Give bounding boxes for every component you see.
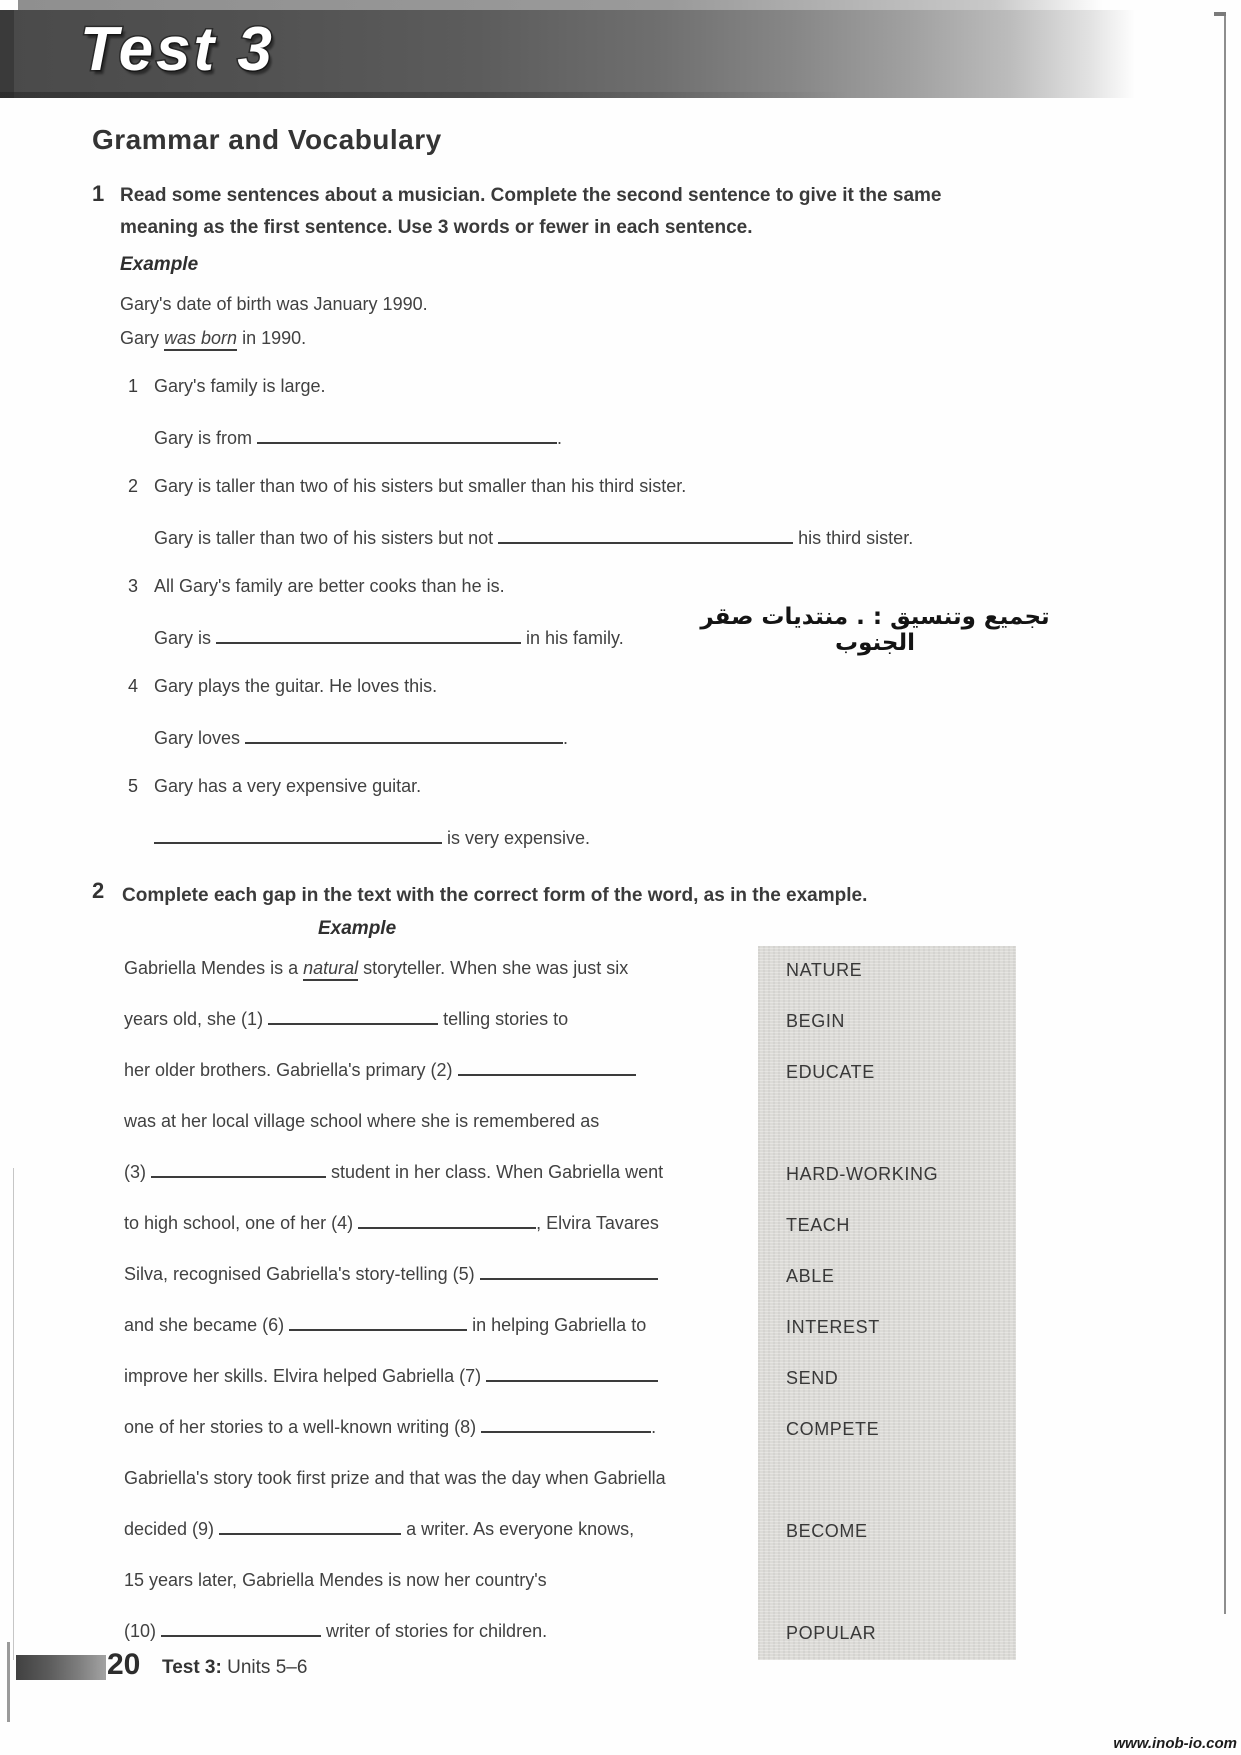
footer-test-label: Test 3: — [162, 1657, 222, 1678]
exercise1-item-second-sentence — [154, 828, 590, 849]
text-run: decided (9) — [124, 1519, 220, 1539]
text-run: a writer. As everyone knows, — [401, 1519, 635, 1539]
answer-blank[interactable] — [161, 1621, 321, 1637]
answer-blank[interactable] — [245, 728, 563, 744]
paragraph-line — [124, 1417, 656, 1438]
text-run: writer of stories for children. — [321, 1621, 548, 1641]
first-sentence-text: Gary plays the guitar. He loves this. — [154, 676, 438, 696]
text-run: years old, she (1) — [124, 1009, 269, 1029]
paragraph-line — [124, 1213, 659, 1234]
answer-blank[interactable] — [257, 428, 557, 444]
text-run: Silva, recognised Gabriella's story-telling (5) — [124, 1264, 480, 1284]
text-run: to high school, one of her (4) — [124, 1213, 359, 1233]
paragraph-line — [124, 1621, 547, 1642]
paragraph-line — [124, 1519, 634, 1540]
page-number: 20 — [107, 1648, 141, 1681]
text-run: . — [651, 1417, 657, 1437]
page-edge-line-left — [13, 1168, 14, 1660]
paragraph-line — [124, 1264, 658, 1285]
word-bank-box — [758, 946, 1016, 1660]
word-bank-word: COMPETE — [786, 1419, 880, 1439]
text-run: is very expensive. — [442, 828, 591, 848]
item-number: 4 — [128, 676, 139, 696]
paragraph-line — [124, 1111, 599, 1132]
answer-blank[interactable] — [216, 628, 521, 644]
exercise2-instruction: Complete each gap in the text with the correct form of the word, as in the example. — [122, 885, 868, 906]
item-number: 5 — [128, 776, 139, 796]
answer-blank[interactable] — [458, 1060, 636, 1076]
underlined-word: was born — [164, 328, 237, 351]
page-edge-hook — [1214, 12, 1226, 16]
text-run: one of her stories to a well-known writing (8) — [124, 1417, 482, 1437]
paragraph-line — [124, 1162, 663, 1183]
text-run: improve her skills. Elvira helped Gabriella (7) — [124, 1366, 487, 1386]
exercise1-item-second-sentence — [154, 528, 913, 549]
answer-blank[interactable] — [498, 528, 793, 544]
text-run: and she became (6) — [124, 1315, 290, 1335]
text-run: his third sister. — [793, 528, 914, 548]
first-sentence-text: Gary has a very expensive guitar. — [154, 776, 422, 796]
exercise1-example-second-sentence — [120, 328, 306, 349]
text-run: Gary is taller than two of his sisters but not — [154, 528, 499, 548]
exercise1-instruction-line1: Read some sentences about a musician. Complete the second sentence to give it the same — [120, 185, 942, 206]
exercise1-item-second-sentence — [154, 628, 624, 649]
text-run: in 1990. — [237, 328, 307, 348]
word-bank-word: SEND — [786, 1368, 839, 1388]
text-run: . — [563, 728, 569, 748]
word-bank-word: TEACH — [786, 1215, 851, 1235]
answer-blank[interactable] — [219, 1519, 401, 1535]
paragraph-line — [124, 1570, 547, 1591]
text-run: student in her class. When Gabriella went — [326, 1162, 664, 1182]
footer-label — [162, 1657, 307, 1679]
answer-blank[interactable] — [289, 1315, 467, 1331]
word-bank-word: POPULAR — [786, 1623, 877, 1643]
answer-blank[interactable] — [358, 1213, 536, 1229]
first-sentence-text: All Gary's family are better cooks than he is. — [154, 576, 505, 596]
arabic-watermark: تجميع وتنسيق : . منتديات صقر الجنوب — [700, 604, 1050, 656]
word-bank-word: INTEREST — [786, 1317, 880, 1337]
exercise1-example-first-sentence: Gary's date of birth was January 1990. — [120, 294, 428, 314]
first-sentence-text: Gary's family is large. — [154, 376, 326, 396]
exercise1-item-second-sentence — [154, 428, 562, 449]
paragraph-line — [124, 1315, 646, 1336]
paragraph-line — [124, 1468, 666, 1489]
answer-blank[interactable] — [154, 828, 442, 844]
item-number: 2 — [128, 476, 139, 496]
item-number: 3 — [128, 576, 139, 596]
spine-mark — [7, 1642, 10, 1722]
exercise1-item-first-sentence — [128, 376, 325, 397]
text-run: storyteller. When she was just six — [358, 958, 629, 978]
text-run: . — [557, 428, 563, 448]
banner-title: Test 3 — [80, 15, 275, 84]
exercise2-number: 2 — [92, 878, 105, 903]
first-sentence-text: Gary is taller than two of his sisters but smaller than his third sister. — [154, 476, 687, 496]
exercise2-example-label: Example — [318, 918, 397, 939]
word-bank-word: BECOME — [786, 1521, 868, 1541]
text-run: telling stories to — [438, 1009, 569, 1029]
text-run: Gabriella Mendes is a — [124, 958, 304, 978]
paragraph-line — [124, 1366, 658, 1387]
answer-blank[interactable] — [151, 1162, 326, 1178]
text-run: in his family. — [521, 628, 624, 648]
answer-blank[interactable] — [481, 1417, 651, 1433]
text-run: (3) — [124, 1162, 151, 1182]
word-bank-word: BEGIN — [786, 1011, 846, 1031]
text-run: Gary loves — [154, 728, 246, 748]
text-run: was at her local village school where she is remembered as — [124, 1111, 600, 1131]
underlined-word: natural — [303, 958, 358, 981]
item-number: 1 — [128, 376, 139, 396]
text-run: 15 years later, Gabriella Mendes is now her country's — [124, 1570, 547, 1590]
text-run: Gary is from — [154, 428, 258, 448]
text-run: Gary — [120, 328, 165, 348]
text-run: Gabriella's story took first prize and that was the day when Gabriella — [124, 1468, 666, 1488]
word-bank-word: EDUCATE — [786, 1062, 875, 1082]
exercise1-item-first-sentence — [128, 576, 505, 597]
text-run: , Elvira Tavares — [536, 1213, 659, 1233]
word-bank-word: ABLE — [786, 1266, 835, 1286]
answer-blank[interactable] — [486, 1366, 658, 1382]
text-run: in helping Gabriella to — [467, 1315, 647, 1335]
exercise1-instruction-line2: meaning as the first sentence. Use 3 words or fewer in each sentence. — [120, 217, 753, 238]
exercise1-instruction — [120, 180, 941, 244]
exercise1-number: 1 — [92, 181, 105, 206]
exercise1-item-first-sentence — [128, 676, 437, 697]
answer-blank[interactable] — [268, 1009, 438, 1025]
answer-blank[interactable] — [480, 1264, 658, 1280]
exercise1-item-second-sentence — [154, 728, 568, 749]
paragraph-line — [124, 958, 628, 979]
text-run: her older brothers. Gabriella's primary (2) — [124, 1060, 458, 1080]
exercise1-item-first-sentence — [128, 776, 421, 797]
text-run: Gary is — [154, 628, 217, 648]
text-run: (10) — [124, 1621, 162, 1641]
credit-url: www.inob-io.com — [1113, 1735, 1237, 1752]
exercise1-example-label: Example — [120, 254, 199, 275]
page-edge-line-right — [1224, 14, 1226, 1614]
paragraph-line — [124, 1009, 568, 1030]
test-banner — [0, 10, 1135, 98]
section-title: Grammar and Vocabulary — [92, 124, 442, 155]
footer-tab — [16, 1655, 106, 1680]
word-bank-word: NATURE — [786, 960, 863, 980]
footer-units-label: Units 5–6 — [227, 1657, 308, 1678]
paragraph-line — [124, 1060, 636, 1081]
word-bank-word: HARD-WORKING — [786, 1164, 939, 1184]
exercise1-item-first-sentence — [128, 476, 686, 497]
